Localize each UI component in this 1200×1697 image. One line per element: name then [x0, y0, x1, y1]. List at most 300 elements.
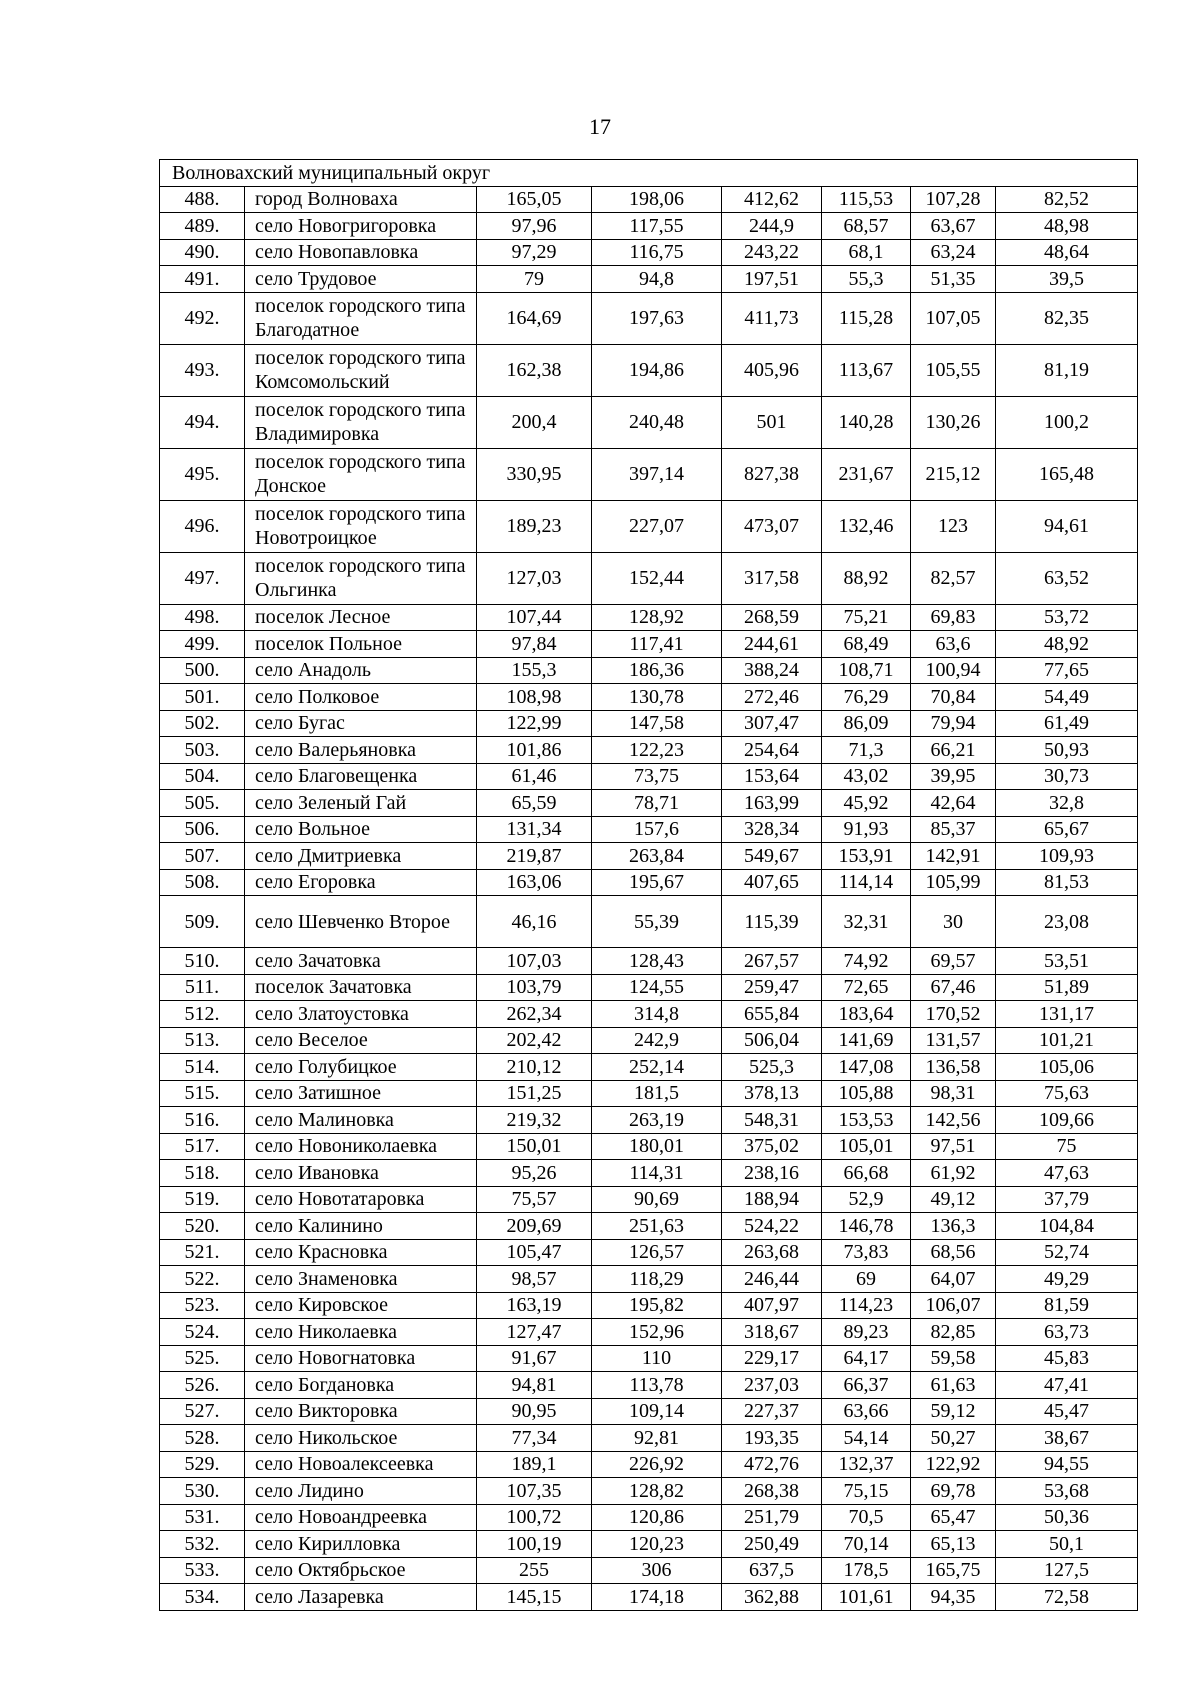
table-row	[160, 1133, 1138, 1160]
value-4: 66,37	[822, 1372, 911, 1399]
value-6: 38,67	[996, 1425, 1138, 1452]
table-row	[160, 1054, 1138, 1081]
value-3: 267,57	[722, 948, 822, 975]
value-4: 71,3	[822, 737, 911, 764]
value-2: 128,82	[592, 1478, 722, 1505]
value-1: 94,81	[477, 1372, 592, 1399]
value-3: 375,02	[722, 1133, 822, 1160]
table-row	[160, 552, 1138, 604]
value-4: 146,78	[822, 1213, 911, 1240]
value-4: 153,53	[822, 1107, 911, 1134]
settlement-name: город Волноваха	[245, 186, 477, 213]
value-5: 61,92	[911, 1160, 996, 1187]
value-2: 116,75	[592, 239, 722, 266]
value-5: 61,63	[911, 1372, 996, 1399]
value-5: 107,28	[911, 186, 996, 213]
settlement-name: село Богдановка	[245, 1372, 477, 1399]
value-2: 181,5	[592, 1080, 722, 1107]
value-6: 54,49	[996, 684, 1138, 711]
value-5: 51,35	[911, 266, 996, 293]
row-number: 525.	[160, 1345, 245, 1372]
value-2: 126,57	[592, 1239, 722, 1266]
value-6: 53,51	[996, 948, 1138, 975]
value-5: 85,37	[911, 816, 996, 843]
value-2: 78,71	[592, 790, 722, 817]
value-4: 43,02	[822, 763, 911, 790]
value-2: 128,92	[592, 604, 722, 631]
row-number: 517.	[160, 1133, 245, 1160]
value-5: 106,07	[911, 1292, 996, 1319]
value-2: 110	[592, 1345, 722, 1372]
value-2: 122,23	[592, 737, 722, 764]
table-row	[160, 1504, 1138, 1531]
value-4: 105,01	[822, 1133, 911, 1160]
value-2: 90,69	[592, 1186, 722, 1213]
value-3: 244,61	[722, 631, 822, 658]
value-1: 107,44	[477, 604, 592, 631]
value-6: 50,93	[996, 737, 1138, 764]
value-1: 127,03	[477, 552, 592, 604]
settlement-name: село Зеленый Гай	[245, 790, 477, 817]
value-1: 91,67	[477, 1345, 592, 1372]
table-row	[160, 1213, 1138, 1240]
value-5: 215,12	[911, 448, 996, 500]
value-4: 114,23	[822, 1292, 911, 1319]
value-3: 473,07	[722, 500, 822, 552]
row-number: 500.	[160, 657, 245, 684]
value-4: 108,71	[822, 657, 911, 684]
table-row	[160, 1239, 1138, 1266]
table-row	[160, 1478, 1138, 1505]
row-number: 515.	[160, 1080, 245, 1107]
value-2: 92,81	[592, 1425, 722, 1452]
row-number: 494.	[160, 396, 245, 448]
value-5: 49,12	[911, 1186, 996, 1213]
value-4: 153,91	[822, 843, 911, 870]
settlement-name: село Анадоль	[245, 657, 477, 684]
row-number: 531.	[160, 1504, 245, 1531]
settlement-name: село Голубицкое	[245, 1054, 477, 1081]
value-3: 548,31	[722, 1107, 822, 1134]
page-number: 17	[589, 114, 611, 139]
settlement-name: село Валерьяновка	[245, 737, 477, 764]
value-2: 120,86	[592, 1504, 722, 1531]
value-4: 86,09	[822, 710, 911, 737]
value-4: 75,15	[822, 1478, 911, 1505]
value-5: 59,12	[911, 1398, 996, 1425]
value-4: 45,92	[822, 790, 911, 817]
table-row	[160, 1557, 1138, 1584]
value-6: 81,19	[996, 344, 1138, 396]
value-6: 81,53	[996, 869, 1138, 896]
row-number: 511.	[160, 974, 245, 1001]
row-number: 506.	[160, 816, 245, 843]
value-5: 142,91	[911, 843, 996, 870]
settlement-name: село Вольное	[245, 816, 477, 843]
value-1: 210,12	[477, 1054, 592, 1081]
value-2: 252,14	[592, 1054, 722, 1081]
value-4: 115,28	[822, 292, 911, 344]
settlement-name: поселок городского типа Владимировка	[245, 396, 477, 448]
value-5: 123	[911, 500, 996, 552]
settlement-name: село Златоустовка	[245, 1001, 477, 1028]
value-3: 388,24	[722, 657, 822, 684]
settlement-name: село Дмитриевка	[245, 843, 477, 870]
value-4: 76,29	[822, 684, 911, 711]
value-1: 163,19	[477, 1292, 592, 1319]
value-1: 122,99	[477, 710, 592, 737]
settlement-name: село Октябрьское	[245, 1557, 477, 1584]
value-3: 229,17	[722, 1345, 822, 1372]
row-number: 495.	[160, 448, 245, 500]
value-6: 49,29	[996, 1266, 1138, 1293]
value-3: 307,47	[722, 710, 822, 737]
value-6: 109,66	[996, 1107, 1138, 1134]
value-6: 81,59	[996, 1292, 1138, 1319]
value-3: 193,35	[722, 1425, 822, 1452]
value-2: 114,31	[592, 1160, 722, 1187]
value-5: 59,58	[911, 1345, 996, 1372]
settlement-name: поселок Польное	[245, 631, 477, 658]
value-2: 263,19	[592, 1107, 722, 1134]
value-1: 95,26	[477, 1160, 592, 1187]
settlement-name: поселок городского типа Комсомольский	[245, 344, 477, 396]
value-6: 30,73	[996, 763, 1138, 790]
settlement-name: село Благовещенка	[245, 763, 477, 790]
row-number: 520.	[160, 1213, 245, 1240]
value-1: 79	[477, 266, 592, 293]
value-5: 63,67	[911, 213, 996, 240]
value-6: 51,89	[996, 974, 1138, 1001]
value-5: 69,78	[911, 1478, 996, 1505]
value-1: 219,87	[477, 843, 592, 870]
settlement-name: село Трудовое	[245, 266, 477, 293]
value-3: 549,67	[722, 843, 822, 870]
value-4: 66,68	[822, 1160, 911, 1187]
settlement-name: село Егоровка	[245, 869, 477, 896]
settlement-name: поселок Зачатовка	[245, 974, 477, 1001]
settlement-name: село Новогригоровка	[245, 213, 477, 240]
value-5: 100,94	[911, 657, 996, 684]
value-4: 183,64	[822, 1001, 911, 1028]
settlement-name: поселок городского типа Донское	[245, 448, 477, 500]
value-1: 219,32	[477, 1107, 592, 1134]
row-number: 489.	[160, 213, 245, 240]
settlement-name: село Новоандреевка	[245, 1504, 477, 1531]
row-number: 507.	[160, 843, 245, 870]
value-6: 72,58	[996, 1584, 1138, 1611]
row-number: 529.	[160, 1451, 245, 1478]
table-row	[160, 1319, 1138, 1346]
value-5: 105,99	[911, 869, 996, 896]
value-5: 79,94	[911, 710, 996, 737]
row-number: 505.	[160, 790, 245, 817]
table-row	[160, 292, 1138, 344]
value-6: 50,36	[996, 1504, 1138, 1531]
value-2: 174,18	[592, 1584, 722, 1611]
table-body	[160, 160, 1138, 1611]
value-6: 101,21	[996, 1027, 1138, 1054]
value-2: 251,63	[592, 1213, 722, 1240]
value-5: 69,57	[911, 948, 996, 975]
value-1: 155,3	[477, 657, 592, 684]
table-row	[160, 1398, 1138, 1425]
value-1: 202,42	[477, 1027, 592, 1054]
value-3: 268,38	[722, 1478, 822, 1505]
value-5: 130,26	[911, 396, 996, 448]
settlement-name: село Кировское	[245, 1292, 477, 1319]
value-6: 75,63	[996, 1080, 1138, 1107]
value-4: 32,31	[822, 896, 911, 948]
value-1: 61,46	[477, 763, 592, 790]
row-number: 504.	[160, 763, 245, 790]
value-5: 42,64	[911, 790, 996, 817]
value-2: 198,06	[592, 186, 722, 213]
value-2: 152,96	[592, 1319, 722, 1346]
value-5: 131,57	[911, 1027, 996, 1054]
table-row	[160, 1292, 1138, 1319]
value-1: 164,69	[477, 292, 592, 344]
table-row	[160, 1186, 1138, 1213]
value-1: 101,86	[477, 737, 592, 764]
value-6: 48,98	[996, 213, 1138, 240]
value-5: 82,57	[911, 552, 996, 604]
value-3: 244,9	[722, 213, 822, 240]
table-row	[160, 396, 1138, 448]
value-2: 147,58	[592, 710, 722, 737]
value-1: 75,57	[477, 1186, 592, 1213]
value-3: 246,44	[722, 1266, 822, 1293]
value-1: 262,34	[477, 1001, 592, 1028]
table-row	[160, 1160, 1138, 1187]
value-4: 70,14	[822, 1531, 911, 1558]
value-4: 91,93	[822, 816, 911, 843]
value-2: 130,78	[592, 684, 722, 711]
value-3: 501	[722, 396, 822, 448]
value-6: 50,1	[996, 1531, 1138, 1558]
value-5: 122,92	[911, 1451, 996, 1478]
row-number: 526.	[160, 1372, 245, 1399]
value-1: 90,95	[477, 1398, 592, 1425]
table-row	[160, 1107, 1138, 1134]
table-row	[160, 1001, 1138, 1028]
table-row	[160, 1425, 1138, 1452]
value-3: 188,94	[722, 1186, 822, 1213]
value-2: 118,29	[592, 1266, 722, 1293]
value-1: 189,23	[477, 500, 592, 552]
row-number: 488.	[160, 186, 245, 213]
settlement-name: село Новониколаевка	[245, 1133, 477, 1160]
value-6: 23,08	[996, 896, 1138, 948]
row-number: 492.	[160, 292, 245, 344]
settlement-name: село Кирилловка	[245, 1531, 477, 1558]
value-5: 68,56	[911, 1239, 996, 1266]
row-number: 502.	[160, 710, 245, 737]
table-row	[160, 186, 1138, 213]
settlement-name: село Николаевка	[245, 1319, 477, 1346]
value-3: 637,5	[722, 1557, 822, 1584]
table-row	[160, 448, 1138, 500]
value-6: 105,06	[996, 1054, 1138, 1081]
value-3: 227,37	[722, 1398, 822, 1425]
value-3: 254,64	[722, 737, 822, 764]
settlement-name: поселок Лесное	[245, 604, 477, 631]
row-number: 524.	[160, 1319, 245, 1346]
value-6: 82,52	[996, 186, 1138, 213]
row-number: 528.	[160, 1425, 245, 1452]
value-6: 94,61	[996, 500, 1138, 552]
row-number: 530.	[160, 1478, 245, 1505]
value-6: 45,47	[996, 1398, 1138, 1425]
value-2: 157,6	[592, 816, 722, 843]
value-5: 105,55	[911, 344, 996, 396]
value-3: 163,99	[722, 790, 822, 817]
value-5: 65,13	[911, 1531, 996, 1558]
value-3: 411,73	[722, 292, 822, 344]
value-5: 65,47	[911, 1504, 996, 1531]
value-6: 45,83	[996, 1345, 1138, 1372]
value-1: 98,57	[477, 1266, 592, 1293]
value-3: 525,3	[722, 1054, 822, 1081]
settlement-name: село Бугас	[245, 710, 477, 737]
value-6: 94,55	[996, 1451, 1138, 1478]
value-1: 97,84	[477, 631, 592, 658]
value-2: 120,23	[592, 1531, 722, 1558]
settlement-name: село Полковое	[245, 684, 477, 711]
value-2: 109,14	[592, 1398, 722, 1425]
value-3: 250,49	[722, 1531, 822, 1558]
value-1: 163,06	[477, 869, 592, 896]
value-4: 70,5	[822, 1504, 911, 1531]
table-row	[160, 869, 1138, 896]
table-row	[160, 763, 1138, 790]
value-5: 39,95	[911, 763, 996, 790]
value-2: 180,01	[592, 1133, 722, 1160]
value-4: 89,23	[822, 1319, 911, 1346]
value-4: 73,83	[822, 1239, 911, 1266]
table-row	[160, 1345, 1138, 1372]
settlement-name: село Новопавловка	[245, 239, 477, 266]
value-6: 32,8	[996, 790, 1138, 817]
value-4: 64,17	[822, 1345, 911, 1372]
value-5: 98,31	[911, 1080, 996, 1107]
table-row	[160, 1531, 1138, 1558]
value-3: 405,96	[722, 344, 822, 396]
value-4: 52,9	[822, 1186, 911, 1213]
table-row	[160, 1451, 1138, 1478]
value-3: 263,68	[722, 1239, 822, 1266]
value-5: 165,75	[911, 1557, 996, 1584]
row-number: 522.	[160, 1266, 245, 1293]
settlement-name: село Малиновка	[245, 1107, 477, 1134]
row-number: 521.	[160, 1239, 245, 1266]
table-row	[160, 737, 1138, 764]
value-4: 178,5	[822, 1557, 911, 1584]
region-header-row	[160, 160, 1138, 187]
value-6: 165,48	[996, 448, 1138, 500]
table-row	[160, 816, 1138, 843]
value-4: 68,57	[822, 213, 911, 240]
value-2: 152,44	[592, 552, 722, 604]
value-4: 113,67	[822, 344, 911, 396]
value-4: 63,66	[822, 1398, 911, 1425]
value-4: 69	[822, 1266, 911, 1293]
row-number: 519.	[160, 1186, 245, 1213]
value-4: 132,37	[822, 1451, 911, 1478]
value-5: 136,58	[911, 1054, 996, 1081]
settlement-name: село Никольское	[245, 1425, 477, 1452]
value-6: 65,67	[996, 816, 1138, 843]
value-6: 53,68	[996, 1478, 1138, 1505]
value-6: 127,5	[996, 1557, 1138, 1584]
value-1: 107,35	[477, 1478, 592, 1505]
row-number: 513.	[160, 1027, 245, 1054]
value-6: 53,72	[996, 604, 1138, 631]
table-row	[160, 344, 1138, 396]
settlement-name: село Новоалексеевка	[245, 1451, 477, 1478]
value-4: 132,46	[822, 500, 911, 552]
value-6: 63,52	[996, 552, 1138, 604]
table-row	[160, 1372, 1138, 1399]
value-2: 314,8	[592, 1001, 722, 1028]
row-number: 497.	[160, 552, 245, 604]
value-1: 255	[477, 1557, 592, 1584]
value-2: 128,43	[592, 948, 722, 975]
value-4: 141,69	[822, 1027, 911, 1054]
row-number: 498.	[160, 604, 245, 631]
region-title: Волновахский муниципальный округ	[160, 160, 1138, 187]
table-row	[160, 631, 1138, 658]
value-3: 272,46	[722, 684, 822, 711]
value-1: 145,15	[477, 1584, 592, 1611]
value-1: 105,47	[477, 1239, 592, 1266]
value-3: 259,47	[722, 974, 822, 1001]
table-row	[160, 710, 1138, 737]
table-row	[160, 213, 1138, 240]
value-3: 197,51	[722, 266, 822, 293]
row-number: 518.	[160, 1160, 245, 1187]
value-6: 131,17	[996, 1001, 1138, 1028]
value-2: 195,82	[592, 1292, 722, 1319]
value-5: 142,56	[911, 1107, 996, 1134]
settlement-name: село Лазаревка	[245, 1584, 477, 1611]
value-3: 317,58	[722, 552, 822, 604]
value-2: 117,55	[592, 213, 722, 240]
value-3: 153,64	[722, 763, 822, 790]
value-3: 328,34	[722, 816, 822, 843]
value-1: 97,29	[477, 239, 592, 266]
value-2: 113,78	[592, 1372, 722, 1399]
row-number: 501.	[160, 684, 245, 711]
settlement-name: село Викторовка	[245, 1398, 477, 1425]
value-5: 107,05	[911, 292, 996, 344]
value-4: 231,67	[822, 448, 911, 500]
value-5: 63,24	[911, 239, 996, 266]
row-number: 508.	[160, 869, 245, 896]
value-4: 54,14	[822, 1425, 911, 1452]
value-2: 226,92	[592, 1451, 722, 1478]
row-number: 510.	[160, 948, 245, 975]
table-row	[160, 684, 1138, 711]
settlement-name: поселок городского типа Благодатное	[245, 292, 477, 344]
row-number: 490.	[160, 239, 245, 266]
value-4: 105,88	[822, 1080, 911, 1107]
settlement-name: село Новотатаровка	[245, 1186, 477, 1213]
row-number: 533.	[160, 1557, 245, 1584]
value-3: 506,04	[722, 1027, 822, 1054]
table-row	[160, 790, 1138, 817]
settlement-name: село Калинино	[245, 1213, 477, 1240]
